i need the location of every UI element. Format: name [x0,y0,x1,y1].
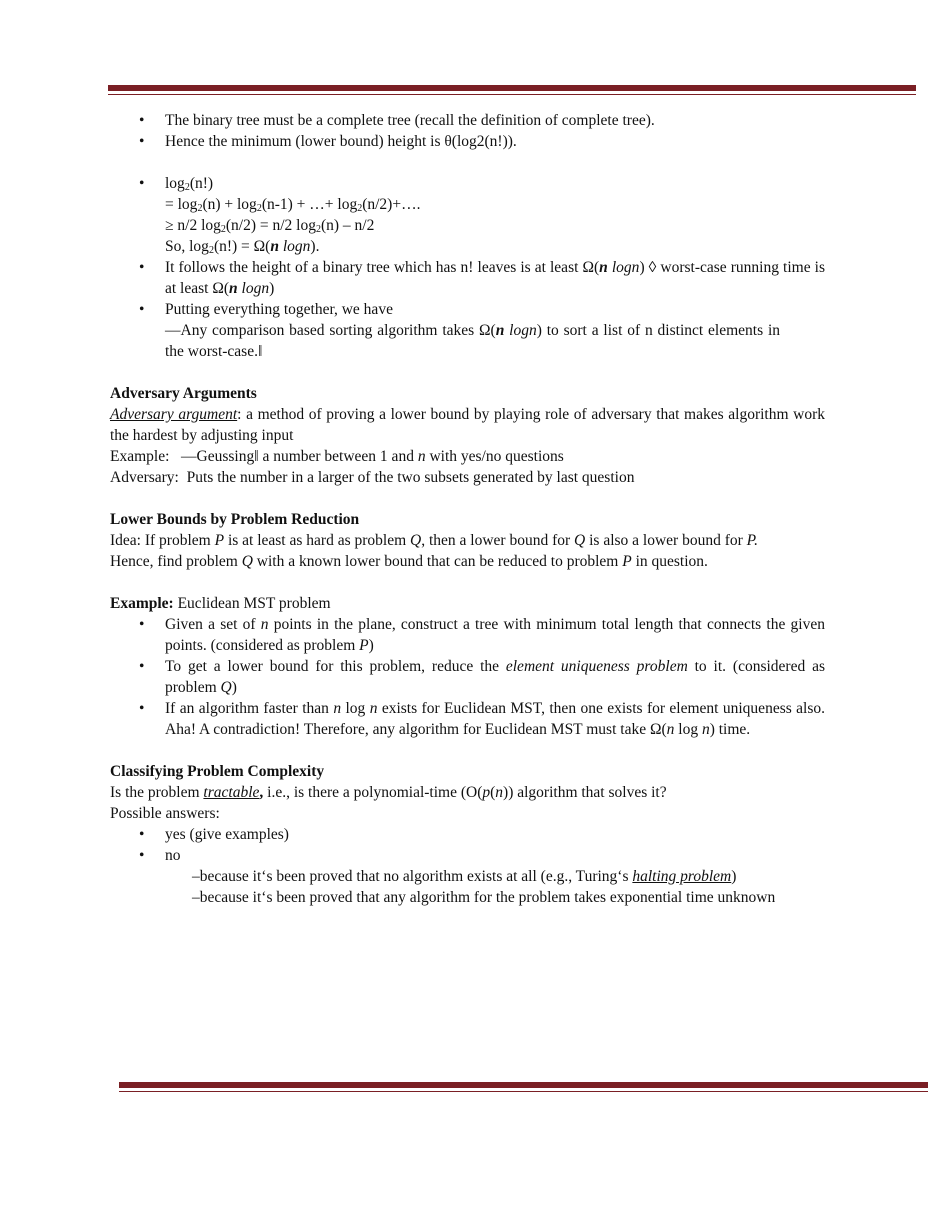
reduction-idea: Idea: If problem P is at least as hard as problem Q, then a lower bound for Q is also a lower bound for P. [110,532,759,549]
classify-heading: Classifying Problem Complexity [110,763,325,780]
list-item: • The binary tree must be a complete tree (recall the definition of complete tree). [110,110,825,131]
list-item: • If an algorithm faster than n log n exists for Euclidean MST, then one exists for element uniqueness also. Aha! A contradiction! Therefore, any algorithm for Euclidean MST must take Ω(n log n) time. [110,698,825,740]
adversary-heading: Adversary Arguments [110,385,257,402]
no-reason-2: –because it‘s been proved that any algorithm for the problem takes exponential time unknown [192,889,776,906]
adversary-definition: Adversary argument: a method of proving a lower bound by playing role of adversary that makes algorithm work the hardest by adjusting input [110,406,826,444]
reduction-hence: Hence, find problem Q with a known lower bound that can be reduced to problem P in question. [110,553,708,570]
bullet-list-proof [110,173,825,362]
page-content [110,110,825,908]
top-rule [108,85,916,91]
adversary-example: Example: ―Geussing‖ a number between 1 and n with yes/no questions [110,448,564,465]
example-bullets [110,614,825,740]
classify-question: Is the problem tractable, i.e., is there a polynomial-time (O(p(n)) algorithm that solves it? [110,784,667,801]
reduction-heading: Lower Bounds by Problem Reduction [110,511,360,528]
conclusion-item: • Putting everything together, we have ―Any comparison based sorting algorithm takes Ω(n logn) to sort a list of n distinct elements in the worst-case.‖ [110,299,825,362]
answer-bullets [110,824,825,866]
list-item: • yes (give examples) [110,824,825,845]
possible-answers: Possible answers: [110,805,220,822]
list-item: • no [110,845,825,866]
log-derivation: • $\log_2(n!)$ = $\log_2(n) + \log_2(n-1)$ + …+ $\log_2(n/2)+\dots$. ≥ n/2 $\log_2(n/2) = n/2$ $\log_2(n) - n/2$ So, $\log_2(n!) = \Omega(n$ logn). [110,173,825,257]
list-item: • To get a lower bound for this problem, reduce the element uniqueness problem to it. (considered as problem Q) [110,656,825,698]
example-heading: Example: Euclidean MST problem [110,595,331,612]
bullet-list-top [110,110,825,152]
bottom-rule [119,1082,928,1088]
list-item: • Hence the minimum (lower bound) height is θ(log2(n!)). [110,131,825,152]
no-reason-1: –because it‘s been proved that no algorithm exists at all (e.g., Turing‘s halting problem) [192,868,737,885]
list-item: • Given a set of n points in the plane, construct a tree with minimum total length that connects the given points. (considered as problem P) [110,614,825,656]
height-bound-item: • It follows the height of a binary tree which has n! leaves is at least Ω(n logn) ◊ worst-case running time is at least Ω(n logn) [110,257,825,299]
adversary-line: Adversary: Puts the number in a larger of the two subsets generated by last question [110,469,635,486]
